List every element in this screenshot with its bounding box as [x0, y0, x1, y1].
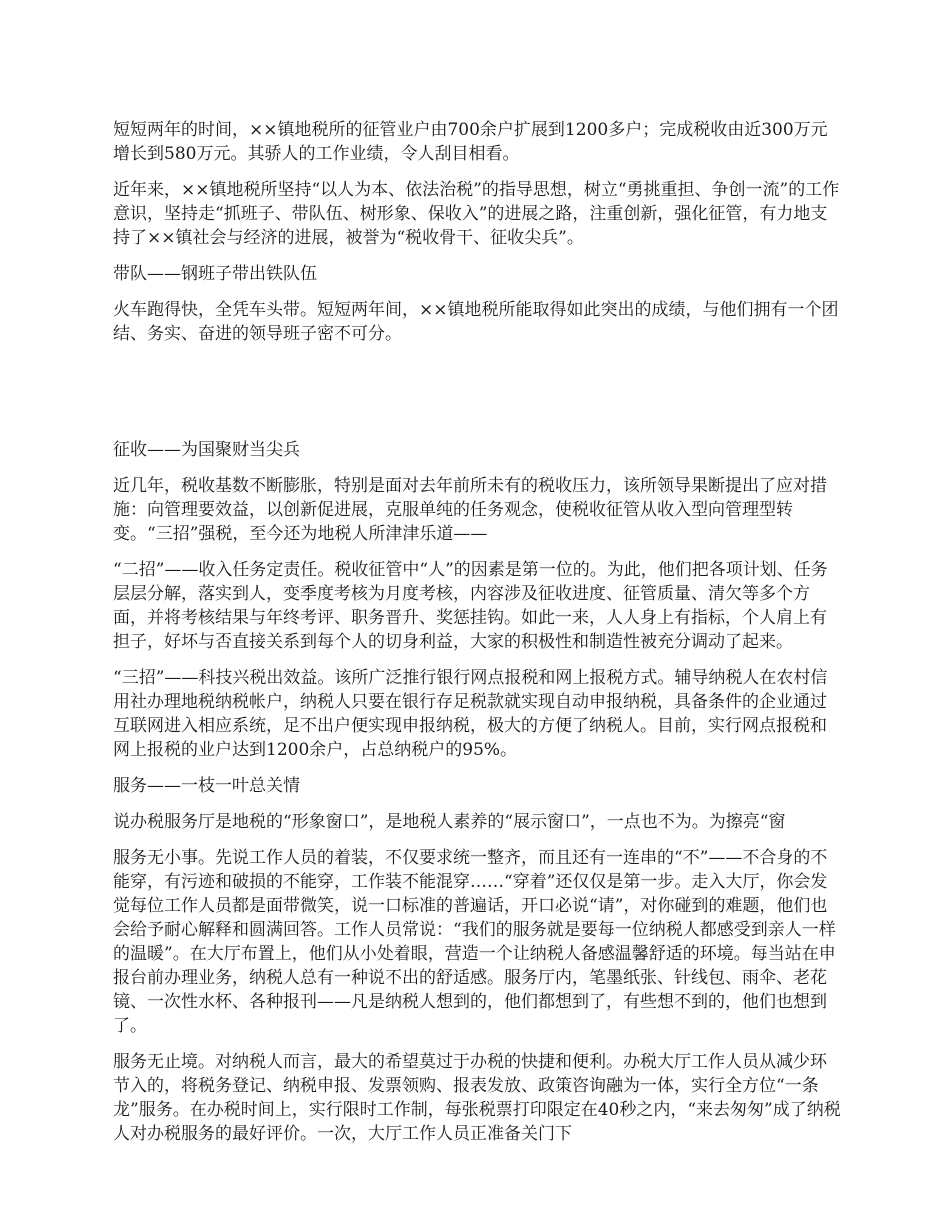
section-heading-team: 带队——钢班子带出铁队伍: [113, 264, 317, 284]
blank-space: [113, 358, 843, 438]
paragraph-second-move: “二招”——收入任务定责任。税收征管中“人”的因素是第一位的。为此，他们把各项计划、任务层层分解，落实到人，变季度考核为月度考核，内容涉及征收进度、征管质量、清欠等多个方面，并将考核结果与年终考评、职务晋升、奖惩挂钩。如此一来，人人身上有指标，个人肩上有担子，好坏与否直接关系到每个人的切身利益，大家的积极性和制造性被充分调动了起来。: [113, 560, 828, 652]
paragraph-measures: 近几年，税收基数不断膨胀，特别是面对去年前所未有的税收压力，该所领导果断提出了应对措施：向管理要效益，以创新促进展，克服单纯的任务观念，使税收征管从收入型向管理型转变。“三招”强税，至今还为地税人所津津乐道——: [113, 476, 827, 544]
document-body: [113, 118, 843, 1158]
paragraph-service-efficiency: 服务无止境。对纳税人而言，最大的希望莫过于办税的快捷和便利。办税大厅工作人员从减少环节入的，将税务登记、纳税申报、发票领购、报表发放、政策咨询融为一体，实行全方位“一条龙”服务。在办税时间上，实行限时工作制，每张税票打印限定在40秒之内，“来去匆匆”成了纳税人对办税服务的最好评价。一次，大厅工作人员正准备关门下: [113, 1052, 841, 1144]
paragraph-service-hall: 说办税服务厅是地税的“形象窗口”，是地税人素养的“展示窗口”，一点也不为。为擦亮“窗: [113, 812, 786, 832]
paragraph-leadership: 火车跑得快，全凭车头带。短短两年间，××镇地税所能取得如此突出的成绩，与他们拥有一个团结、务实、奋进的领导班子密不可分。: [113, 300, 839, 344]
section-heading-collection: 征收——为国聚财当尖兵: [113, 440, 300, 460]
section-heading-service: 服务——一枝一叶总关情: [113, 776, 300, 796]
paragraph-overview: 近年来，××镇地税所坚持“以人为本、依法治税”的指导思想，树立“勇挑重担、争创一流”的工作意识，坚持走“抓班子、带队伍、树形象、保收入”的进展之路，注重创新，强化征管，有力地支持了××镇社会与经济的进展，被誉为“税收骨干、征收尖兵”。: [113, 180, 840, 248]
paragraph-intro: 短短两年的时间，××镇地税所的征管业户由700余户扩展到1200多户；完成税收由近300万元增长到580万元。其骄人的工作业绩，令人刮目相看。: [113, 120, 828, 164]
paragraph-service-details: 服务无小事。先说工作人员的着装，不仅要求统一整齐，而且还有一连串的“不”——不合身的不能穿，有污迹和破损的不能穿，工作装不能混穿……“穿着”还仅仅是第一步。走入大厅，你会发觉每位工作人员都是面带微笑，说一口标准的普遍话，开口必说“请”，对你碰到的难题，他们也会给予耐心解释和圆满回答。工作人员常说：“我们的服务就是要每一位纳税人都感受到亲人一样的温暖”。在大厅布置上，他们从小处着眼，营造一个让纳税人备感温馨舒适的环境。每当站在申报台前办理业务，纳税人总有一种说不出的舒适感。服务厅内，笔墨纸张、针线包、雨伞、老花镜、一次性水杯、各种报刊——凡是纳税人想到的，他们都想到了，有些想不到的，他们也想到了。: [113, 848, 836, 1036]
paragraph-third-move: “三招”——科技兴税出效益。该所广泛推行银行网点报税和网上报税方式。辅导纳税人在农村信用社办理地税纳税帐户，纳税人只要在银行存足税款就实现自动申报纳税，具备条件的企业通过互联网进入相应系统，足不出户便实现申报纳税，极大的方便了纳税人。目前，实行网点报税和网上报税的业户达到1200余户，占总纳税户的95%。: [113, 668, 828, 760]
